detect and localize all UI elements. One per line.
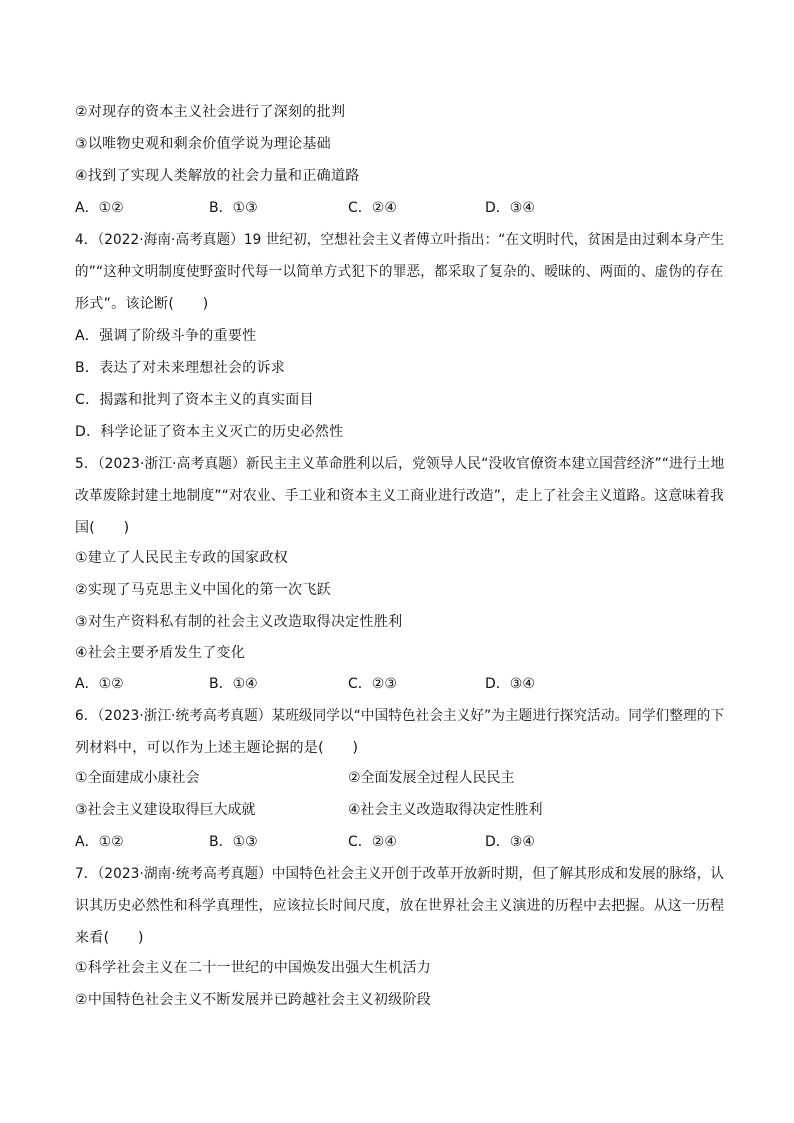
q6-stem-line-1: 6．（2023·浙江·统考高考真题）某班级同学以“中国特色社会主义好”为主题进行探究活动。同学们整理的下 [75,708,725,724]
q5-item-4: ④社会主要矛盾发生了变化 [75,645,246,661]
q6-item-1: ①全面建成小康社会 [75,770,200,786]
q3-item-4: ④找到了实现人类解放的社会力量和正确道路 [75,168,360,184]
q5-stem-line-2: 改革废除封建土地制度”“对农业、手工业和资本主义工商业进行改造”，走上了社会主义道路。这意味着我 [75,488,724,504]
q4-choice-d: D．科学论证了资本主义灭亡的历史必然性 [75,424,344,440]
q4-choice-b: B．表达了对未来理想社会的诉求 [75,360,286,376]
q5-choice-c: C．②③ [348,676,397,692]
q3-item-3: ③以唯物史观和剩余价值学说为理论基础 [75,136,331,152]
q7-item-1: ①科学社会主义在二十一世纪的中国焕发出强大生机活力 [75,960,432,976]
q3-choice-c: C．②④ [348,200,397,216]
q5-item-1: ①建立了人民民主专政的国家政权 [75,550,289,566]
q4-stem-line-3: 形式”。该论断( ) [75,296,209,312]
q6-choice-a: A．①② [75,834,124,850]
q5-choice-b: B．①④ [209,676,258,692]
q4-choice-c: C．揭露和批判了资本主义的真实面目 [75,392,314,408]
q5-choice-d: D．③④ [485,676,535,692]
q6-item-2: ②全面发展全过程人民民主 [348,770,515,786]
q6-item-3: ③社会主义建设取得巨大成就 [75,802,256,818]
q6-stem-line-2: 列材料中，可以作为上述主题论据的是( ) [75,740,359,756]
q7-stem-line-3: 来看( ) [75,930,144,946]
q6-choice-c: C．②④ [348,834,397,850]
q5-item-3: ③对生产资料私有制的社会主义改造取得决定性胜利 [75,614,403,630]
q3-item-2: ②对现存的资本主义社会进行了深刻的批判 [75,104,346,120]
q4-choice-a: A．强调了阶级斗争的重要性 [75,328,257,344]
q7-stem-line-1: 7．（2023·湖南·统考高考真题）中国特色社会主义开创于改革开放新时期，但了解其形成和发展的脉络，认 [75,866,725,882]
q5-stem-line-3: 国( ) [75,520,130,536]
q6-item-4: ④社会主义改造取得决定性胜利 [348,802,543,818]
q7-stem-line-2: 识其历史必然性和科学真理性，应该拉长时间尺度，放在世界社会主义演进的历程中去把握。从这一历程 [75,898,725,914]
q5-stem-line-1: 5．（2023·浙江·高考真题）新民主主义革命胜利以后，党领导人民“没收官僚资本建立国营经济”“进行土地 [75,456,725,472]
q3-choice-d: D．③④ [485,200,535,216]
q3-choice-b: B．①③ [209,200,258,216]
q4-stem-line-2: 的”“这种文明制度使野蛮时代每一以简单方式犯下的罪恶，都采取了复杂的、暧昧的、两面的、虚伪的存在 [75,264,724,280]
q3-choice-a: A．①② [75,200,124,216]
q6-choice-d: D．③④ [485,834,535,850]
q5-item-2: ②实现了马克思主义中国化的第一次飞跃 [75,582,331,598]
q7-item-2: ②中国特色社会主义不断发展并已跨越社会主义初级阶段 [75,992,432,1008]
q6-choice-b: B．①③ [209,834,258,850]
q5-choice-a: A．①② [75,676,124,692]
q4-stem-line-1: 4．（2022·海南·高考真题）19 世纪初，空想社会主义者傅立叶指出：“在文明时代，贫困是由过剩本身产生 [75,232,725,248]
